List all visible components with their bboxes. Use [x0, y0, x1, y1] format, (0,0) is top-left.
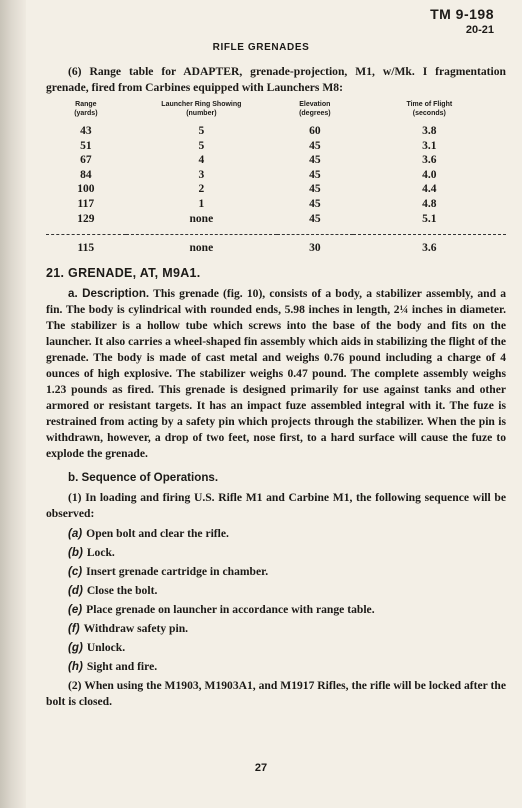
- table-row-extra: 115 none 30 3.6: [77, 242, 437, 255]
- table-row: 129 none 45 5.1: [77, 212, 437, 225]
- table-dashed-divider: [46, 226, 506, 235]
- page-number: 27: [254, 762, 268, 774]
- description-label: a. Description.: [68, 286, 150, 300]
- sequence-heading: b. Sequence of Operations.: [68, 470, 219, 484]
- col-header-range: Range (yards): [74, 101, 98, 117]
- list-item: (d) Close the bolt.: [68, 583, 158, 597]
- list-item: (b) Lock.: [68, 545, 115, 559]
- list-item: (g) Unlock.: [68, 640, 126, 654]
- table-row: 84 3 45 4.0: [80, 168, 437, 181]
- table-row: 51 5 45 3.1: [80, 139, 437, 152]
- range-table-header: [46, 100, 506, 124]
- description-text: This grenade (fig. 10), consists of a body, a stabilizer assembly, and a fin. The body is cylindrical with rounded ends, 5.98 inches in length, 2¼ inches in diameter. The stabilizer is a hollow tube which screws into the base of the body and fits on the launcher. It also carries a wheel-shaped fin assembly which aids in stabilizing the flight of the grenade. The body is made of cast metal and weighs 0.76 pound including a charge of 4 ounces of high explosive. The stabilizer weighs 0.47 pound. The complete assembly weighs 1.23 pounds as fired. This grenade is designed primarily for use against tanks and other armored or resistant targets. It has an impact fuze assembled integral with it. The fuze is restrained from acting by a safety pin which projects through the stabilizer. When the pin is withdrawn, however, a drop of two feet, nose first, to a hard surface will cause the fuze to explode the grenade.: [46, 286, 506, 460]
- col-header-elevation: Elevation (degrees): [299, 101, 331, 117]
- sequence-intro: (1) In loading and firing U.S. Rifle M1 and Carbine M1, the following sequence will be observed:: [46, 490, 506, 520]
- range-table-intro: (6) Range table for ADAPTER, grenade-projection, M1, w/Mk. I fragmentation grenade, fired from Carbines equipped with Launchers M8:: [46, 65, 506, 94]
- table-row: 117 1 45 4.8: [77, 197, 437, 210]
- table-row: 67 4 45 3.6: [80, 154, 437, 167]
- description-paragraph: [46, 286, 506, 462]
- list-item: (h) Sight and fire.: [68, 659, 158, 673]
- list-item: (e) Place grenade on launcher in accordance with range table.: [68, 602, 375, 616]
- grenade-heading: 21. GRENADE, AT, M9A1.: [46, 265, 201, 280]
- page-content: [46, 64, 506, 710]
- closing-paragraph: (2) When using the M1903, M1903A1, and M1917 Rifles, the rifle will be locked after the bolt is closed.: [46, 678, 506, 708]
- table-row: 100 2 45 4.4: [77, 183, 437, 196]
- document-id: TM 9-198: [430, 6, 494, 22]
- list-item: (f) Withdraw safety pin.: [68, 621, 189, 635]
- col-header-time-of-flight: Time of Flight (seconds): [406, 101, 453, 117]
- sequence-steps-list: [46, 524, 506, 676]
- section-reference: 20-21: [465, 24, 494, 36]
- page-binding-edge: [0, 0, 26, 808]
- list-item: (c) Insert grenade cartridge in chamber.: [68, 564, 269, 578]
- table-row: 43 5 60 3.8: [80, 125, 437, 137]
- section-title: RIFLE GRENADES: [212, 42, 310, 53]
- range-table: [46, 100, 506, 256]
- col-header-launcher-ring: Launcher Ring Showing (number): [161, 101, 242, 117]
- list-item: (a) Open bolt and clear the rifle.: [68, 526, 229, 540]
- page-header: [430, 6, 494, 38]
